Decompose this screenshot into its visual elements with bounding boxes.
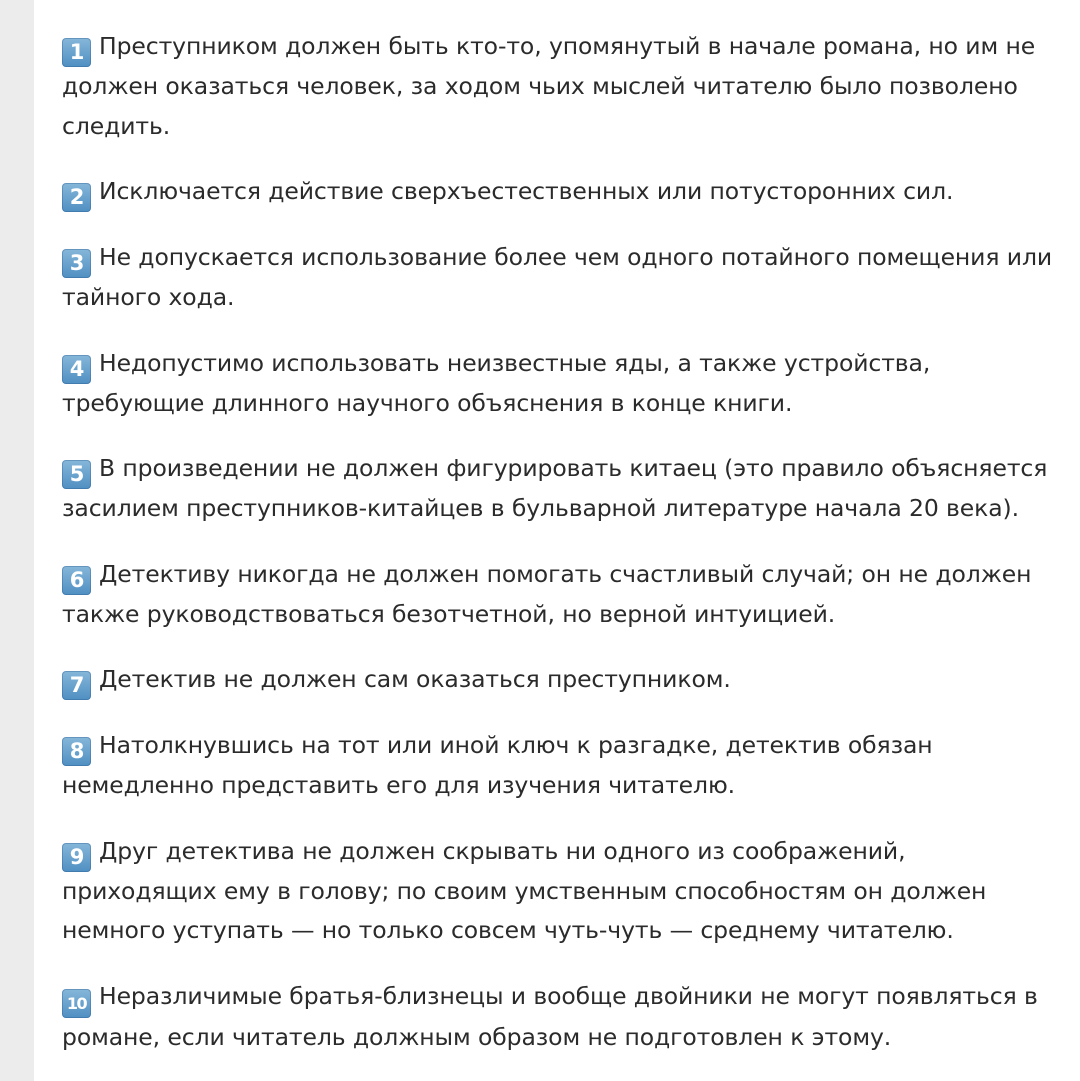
- keycap-5-icon: 5: [62, 460, 91, 489]
- rule-text: Детективу никогда не должен помогать счастливый случай; он не должен также руководствоваться безотчетной, но верной интуицией.: [62, 559, 1032, 628]
- rule-item: [62, 977, 1062, 1058]
- rule-text: Недопустимо использовать неизвестные яды, а также устройства, требующие длинного научного объяснения в конце книги.: [62, 348, 931, 417]
- keycap-2-icon: 2: [62, 183, 91, 212]
- article-page: [34, 0, 1080, 1081]
- rule-text: Исключается действие сверхъестественных или потусторонних сил.: [99, 177, 954, 205]
- keycap-8-icon: 8: [62, 737, 91, 766]
- rule-item: [62, 726, 1062, 806]
- rule-item: [62, 555, 1062, 635]
- keycap-9-icon: 9: [62, 843, 91, 872]
- rule-text: Преступником должен быть кто-то, упомянутый в начале романа, но им не должен оказаться человек, за ходом чьих мыслей читателю было позволено следить.: [62, 32, 1036, 140]
- rule-item: [62, 660, 1062, 700]
- rule-item: [62, 344, 1062, 424]
- keycap-10-icon: 10: [62, 989, 91, 1018]
- rule-text: Неразличимые братья-близнецы и вообще двойники не могут появляться в романе, если читатель должным образом не подготовлен к этому.: [62, 981, 1038, 1051]
- rule-item: [62, 449, 1062, 529]
- rule-item: [62, 172, 1062, 212]
- rule-text: Детектив не должен сам оказаться преступником.: [99, 665, 731, 693]
- keycap-1-icon: 1: [62, 38, 91, 67]
- rule-item: [62, 27, 1062, 146]
- rule-text: В произведении не должен фигурировать китаец (это правило объясняется засилием преступников-китайцев в бульварной литературе начала 20 века).: [62, 454, 1048, 522]
- keycap-4-icon: 4: [62, 355, 91, 384]
- rule-item: [62, 832, 1062, 951]
- keycap-6-icon: 6: [62, 566, 91, 595]
- rule-item: [62, 238, 1062, 318]
- rule-text: Друг детектива не должен скрывать ни одного из соображений, приходящих ему в голову; по своим умственным способностям он должен немного уступать — но только совсем чуть-чуть — среднему читателю.: [62, 836, 987, 944]
- rule-text: Натолкнувшись на тот или иной ключ к разгадке, детектив обязан немедленно представить его для изучения читателю.: [62, 731, 933, 799]
- keycap-3-icon: 3: [62, 249, 91, 278]
- rule-text: Не допускается использование более чем одного потайного помещения или тайного хода.: [62, 243, 1053, 311]
- keycap-7-icon: 7: [62, 671, 91, 700]
